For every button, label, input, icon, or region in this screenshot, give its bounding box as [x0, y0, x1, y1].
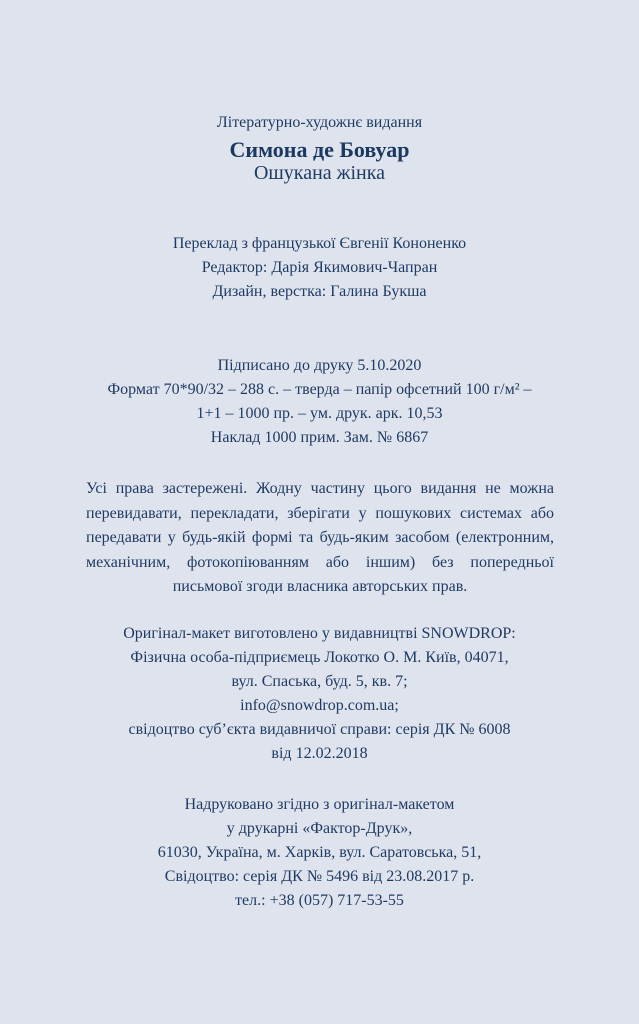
printhouse-certificate-line: Свідоцтво: серія ДК № 5496 від 23.08.2017 р.: [164, 868, 475, 885]
genre-label: Літературно-художнє видання: [216, 114, 423, 131]
certificate-date-line: від 12.02.2018: [271, 745, 368, 762]
design-line: Дизайн, верстка: Галина Букша: [212, 283, 427, 300]
format-line: Формат 70*90/32 – 288 с. – тверда – папір офсетний 100 г/м² –: [107, 381, 532, 398]
printed-line: Надруковано згідно з оригінал-макетом: [184, 796, 455, 813]
address-line: вул. Спаська, буд. 5, кв. 7;: [231, 673, 408, 690]
signed-date-line: Підписано до друку 5.10.2020: [217, 357, 422, 374]
entrepreneur-line: Фізична особа-підприємець Локотко О. М. Київ, 04071,: [130, 649, 509, 666]
printing-block: [0, 793, 639, 913]
author-name: Симона де Бовуар: [229, 137, 410, 162]
email-line: info@snowdrop.com.ua;: [240, 697, 399, 714]
printhouse-address-line: 61030, Україна, м. Харків, вул. Саратовська, 51,: [157, 844, 482, 861]
credits-block: [0, 232, 639, 304]
print-info-block: [0, 354, 639, 450]
circulation-line: Наклад 1000 прим. Зам. № 6867: [210, 429, 429, 446]
translator-line: Переклад з французької Євгенії Кононенко: [172, 235, 467, 252]
editor-line: Редактор: Дарія Якимович-Чапран: [201, 259, 438, 276]
layout-info-block: [0, 622, 639, 766]
publisher-line: Оригінал-макет виготовлено у видавництві SNOWDROP:: [123, 625, 516, 642]
rights-paragraph: Усі права застережені. Жодну частину цього видання не можна перевидавати, перекладати, зберігати у пошукових системах або передавати у будь-якій формі та будь-яким засобом (електронним, механічним, фотокопіюванням або іншим) без попередньої письмової згоди власника авторських прав.: [86, 480, 554, 595]
phone-line: тел.: +38 (057) 717-53-55: [235, 892, 404, 909]
printhouse-line: у друкарні «Фактор-Друк»,: [226, 820, 413, 837]
certificate-line: свідоцтво суб’єкта видавничої справи: серія ДК № 6008: [128, 721, 511, 738]
book-title: Ошукана жінка: [253, 162, 386, 184]
format-continued-line: 1+1 – 1000 пр. – ум. друк. арк. 10,53: [196, 405, 443, 422]
rights-block: [86, 477, 554, 600]
genre-label-block: [0, 111, 639, 135]
